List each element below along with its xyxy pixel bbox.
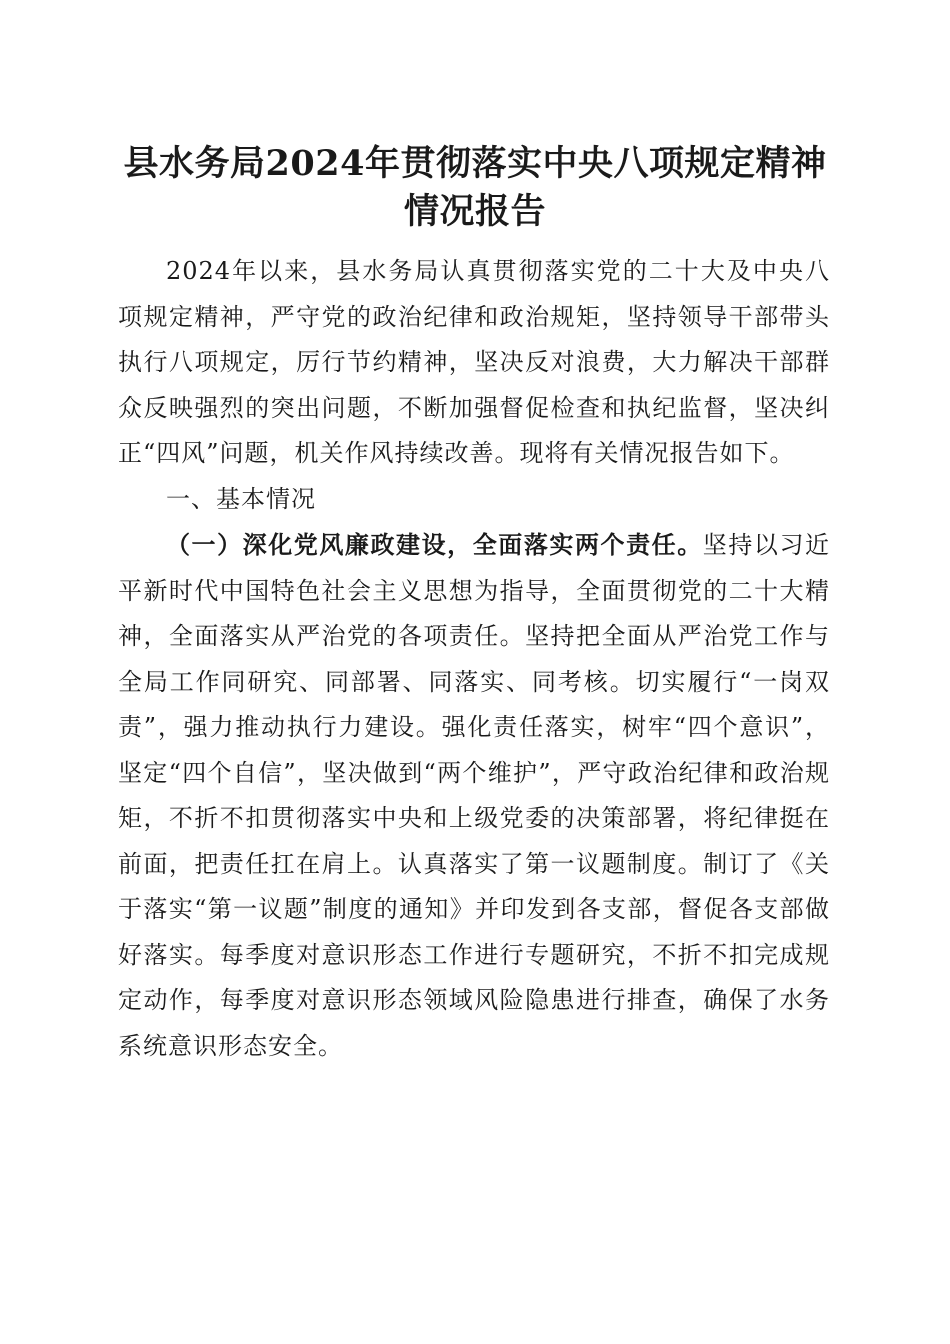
title-line-2: 情况报告	[403, 191, 546, 232]
section-heading: 一、基本情况	[166, 484, 316, 513]
title-line-1: 县水务局2024年贯彻落实中央八项规定精神	[123, 143, 827, 184]
document-body	[118, 249, 830, 1069]
subsection-paragraph	[118, 522, 830, 1069]
subsection-body: 坚持以习近平新时代中国特色社会主义思想为指导，全面贯彻党的二十大精神，全面落实从严治党的各项责任。坚持把全面从严治党工作与全局工作同研究、同部署、同落实、同考核。切实履行“一岗双责”，强力推动执行力建设。强化责任落实，树牢“四个意识”，坚定“四个自信”，坚决做到“两个维护”，严守政治纪律和政治规矩，不折不扣贯彻落实中央和上级党委的决策部署，将纪律挺在前面，把责任扛在肩上。认真落实了第一议题制度。制订了《关于落实“第一议题”制度的通知》并印发到各支部，督促各支部做好落实。每季度对意识形态工作进行专题研究，不折不扣完成规定动作，每季度对意识形态领域风险隐患进行排查，确保了水务系统意识形态安全。	[118, 531, 831, 1060]
intro-paragraph: 2024年以来，县水务局认真贯彻落实党的二十大及中央八项规定精神，严守党的政治纪律和政治规矩，坚持领导干部带头执行八项规定，厉行节约精神，坚决反对浪费，大力解决干部群众反映强烈的突出问题，不断加强督促检查和执纪监督，坚决纠正“四风”问题，机关作风持续改善。现将有关情况报告如下。	[118, 257, 830, 467]
document-title	[110, 140, 840, 236]
subsection-heading: （一）深化党风廉政建设，全面落实两个责任。	[166, 530, 703, 559]
